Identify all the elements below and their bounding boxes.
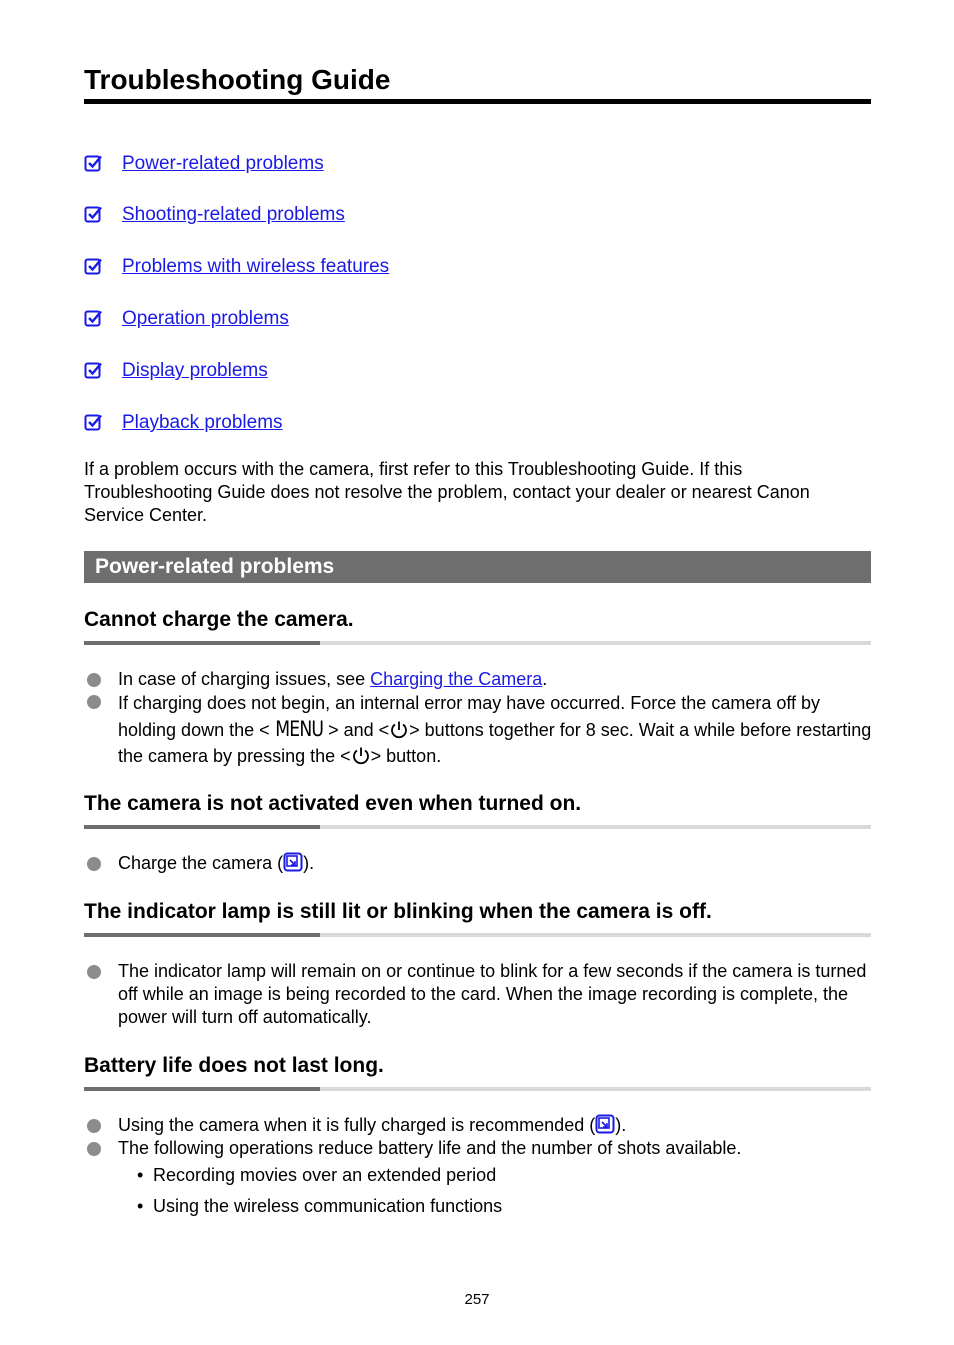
bullet-text: Using the camera when it is fully charged is recommended (	[118, 1115, 596, 1135]
bullet-text: > button.	[370, 746, 442, 766]
heading-rule	[84, 1087, 871, 1091]
checkbox-arrow-icon	[84, 309, 104, 329]
toc-link-wireless[interactable]: Problems with wireless features	[122, 256, 390, 277]
bullet-dot	[87, 965, 101, 979]
checkbox-arrow-icon	[84, 361, 104, 381]
heading-rule	[84, 641, 871, 645]
heading-rule	[84, 825, 871, 829]
list-item	[84, 852, 874, 875]
toc-link-operation[interactable]: Operation problems	[122, 308, 289, 329]
toc-link-shooting[interactable]: Shooting-related problems	[122, 204, 345, 225]
bullet-dot	[87, 857, 101, 871]
list-item	[84, 960, 874, 1029]
sub-bullet-text: Using the wireless communication functions	[153, 1196, 503, 1216]
list-item	[84, 1114, 874, 1137]
page-reference-icon[interactable]	[595, 1114, 615, 1134]
charging-link[interactable]: Charging the Camera	[370, 669, 543, 689]
power-icon	[351, 746, 371, 766]
problem-heading: The camera is not activated even when turned on.	[84, 792, 582, 815]
list-item	[84, 668, 874, 691]
checkbox-arrow-icon	[84, 413, 104, 433]
bullet-text: Charge the camera (	[118, 853, 284, 873]
bullet-text: The following operations reduce battery life and the number of shots available.	[118, 1138, 742, 1158]
toc-link-display[interactable]: Display problems	[122, 360, 268, 381]
bullet-dot	[87, 1119, 101, 1133]
list-item	[84, 690, 874, 769]
list-item	[84, 1137, 874, 1160]
bullet-dot	[87, 695, 101, 709]
sub-bullet-dot: •	[137, 1165, 144, 1185]
toc-item-operation[interactable]	[84, 306, 289, 332]
sub-list-item	[137, 1164, 496, 1187]
checkbox-arrow-icon	[84, 154, 104, 174]
page-title: Troubleshooting Guide	[84, 64, 391, 95]
toc-item-shooting[interactable]	[84, 202, 345, 228]
problem-heading: Cannot charge the camera.	[84, 608, 354, 631]
section-header	[84, 551, 871, 583]
title-underline	[84, 99, 871, 104]
toc-link-playback[interactable]: Playback problems	[122, 412, 283, 433]
bullet-text: > buttons together for 8 sec. Wait a while before restarting the camera by pressing the <	[118, 720, 872, 766]
problem-heading: Battery life does not last long.	[84, 1054, 384, 1077]
bullet-dot	[87, 1142, 101, 1156]
bullet-text: The indicator lamp will remain on or continue to blink for a few seconds if the camera is turned off while an image is being recorded to the card. When the image recording is complete, the power will turn off automatically.	[118, 961, 867, 1027]
heading-rule	[84, 933, 871, 937]
toc-item-playback[interactable]	[84, 410, 283, 436]
menu-button-glyph: MENU	[274, 717, 323, 741]
bullet-text: .	[542, 669, 548, 689]
sub-bullet-dot: •	[137, 1196, 144, 1216]
intro-paragraph: If a problem occurs with the camera, first refer to this Troubleshooting Guide. If this Troubleshooting Guide does not resolve the problem, contact your dealer or nearest Canon Service Center.	[84, 459, 810, 525]
sub-list-item	[137, 1195, 502, 1218]
toc-link-power[interactable]: Power-related problems	[122, 153, 324, 174]
bullet-text: ).	[303, 853, 315, 873]
bullet-text: In case of charging issues, see	[118, 669, 371, 689]
power-icon	[389, 720, 409, 740]
checkbox-arrow-icon	[84, 257, 104, 277]
toc-item-wireless[interactable]	[84, 254, 389, 280]
page-reference-icon[interactable]	[283, 852, 303, 872]
toc-item-power[interactable]	[84, 151, 324, 177]
bullet-dot	[87, 673, 101, 687]
checkbox-arrow-icon	[84, 205, 104, 225]
problem-heading: The indicator lamp is still lit or blinking when the camera is off.	[84, 900, 712, 923]
bullet-text: ).	[615, 1115, 627, 1135]
page-number: 257	[464, 1291, 490, 1308]
toc-item-display[interactable]	[84, 358, 268, 384]
bullet-text: > and <	[328, 720, 390, 740]
sub-bullet-text: Recording movies over an extended period	[153, 1165, 497, 1185]
section-title: Power-related problems	[95, 555, 335, 578]
bullet-text: If charging does not begin, an internal error may have occurred. Force the camera off by holding down the <	[118, 693, 821, 740]
